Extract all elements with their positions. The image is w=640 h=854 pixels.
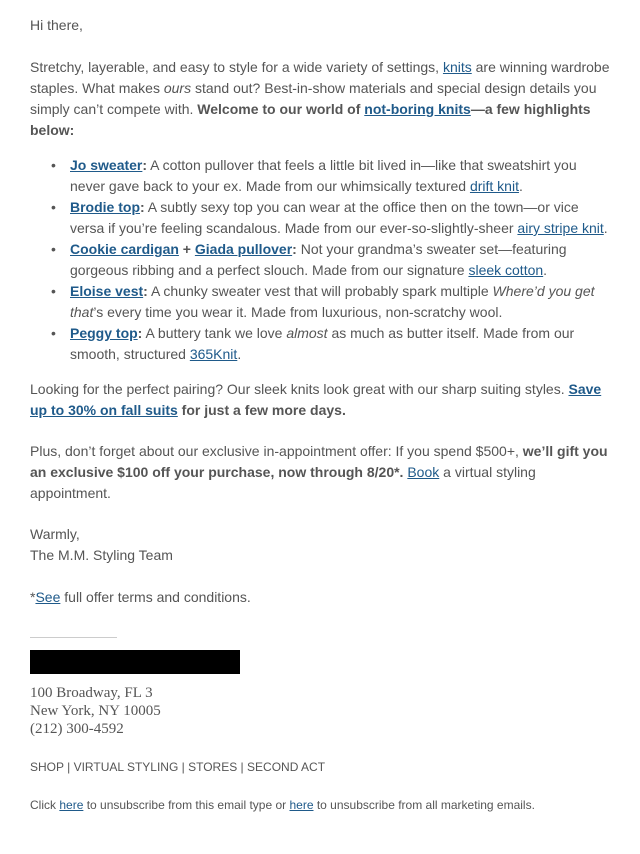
unsubscribe-type-link[interactable]: here [59,798,84,812]
eloise-vest-link[interactable]: Eloise vest [70,283,144,299]
offer-paragraph: Plus, don’t forget about our exclusive in-appointment offer: If you spend $500+, we’ll gift you an exclusive $100 off your purchase, now through 8/20*. Book a virtual styling appointment. [30,443,608,501]
greeting: Hi there, [30,17,83,33]
phone-number: (212) 300-4592 [30,721,124,737]
unsubscribe-all-link[interactable]: here [289,798,314,812]
365knit-link[interactable]: 365Knit [189,346,238,362]
signoff: Warmly, The M.M. Styling Team [30,526,173,563]
pairing-paragraph: Looking for the perfect pairing? Our sleek knits look great with our sharp suiting styles. Save up to 30% on fall suits for just a few more days. [30,381,602,418]
drift-knit-link[interactable]: drift knit [469,178,519,194]
footer-divider [30,637,117,638]
list-item-eloise-vest: • Eloise vest: A chunky sweater vest that will probably spark multiple Where’d you get that’s every time you wear it. Made from luxurious, non-scratchy wool. [70,281,612,323]
intro-paragraph: Stretchy, layerable, and easy to style for a wide variety of settings, knits are winning wardrobe staples. What makes ours stand out? Best-in-show materials and special design details you simply can’t compete with. Welcome to our world of not-boring knits—a few highlights below: [30,59,610,138]
brodie-top-link[interactable]: Brodie top [70,199,140,215]
list-item-jo-sweater: • Jo sweater: A cotton pullover that feels a little bit lived in—like that sweatshirt you never gave back to your ex. Made from our whimsically textured drift knit. [70,155,612,197]
book-appointment-link[interactable]: Book [407,464,440,480]
terms-note: *See full offer terms and conditions. [30,589,251,605]
footer-link-virtual-styling[interactable]: VIRTUAL STYLING [73,760,179,774]
footer-link-shop[interactable]: SHOP [30,760,64,774]
highlights-list [30,155,612,365]
see-terms-link[interactable]: See [35,589,61,605]
unsubscribe-note: Click here to unsubscribe from this email type or here to unsubscribe from all marketing emails. [30,798,535,812]
cookie-cardigan-link[interactable]: Cookie cardigan [70,241,179,257]
fall-suits-sale-link[interactable]: Save up to 30% on fall suits [30,381,602,418]
signature: The M.M. Styling Team [30,547,173,563]
not-boring-knits-link[interactable]: not-boring knits [364,101,471,117]
footer-link-second-act[interactable]: SECOND ACT [247,760,326,774]
airy-stripe-knit-link[interactable]: airy stripe knit [517,220,604,236]
footer-nav: SHOP | VIRTUAL STYLING | STORES | SECOND ACT [30,760,326,774]
list-item-brodie-top: • Brodie top: A subtly sexy top you can wear at the office then on the town—or vice versa if you’re feeling scandalous. Made from our ever-so-slightly-sheer airy stripe knit. [70,197,612,239]
footer-link-stores[interactable]: STORES [188,760,238,774]
list-item-cookie-cardigan: • Cookie cardigan + Giada pullover: Not your grandma’s sweater set—featuring gorgeous ribbing and a perfect slouch. Made from our signature sleek cotton. [70,239,612,281]
peggy-top-link[interactable]: Peggy top [70,325,138,341]
mailing-address: 100 Broadway, FL 3 New York, NY 10005 (212) 300-4592 [30,685,161,737]
sleek-cotton-link[interactable]: sleek cotton [468,262,544,278]
list-item-peggy-top: • Peggy top: A buttery tank we love almost as much as butter itself. Made from our smooth, structured 365Knit. [70,323,612,365]
jo-sweater-link[interactable]: Jo sweater [70,157,143,173]
knits-link[interactable]: knits [442,59,472,75]
brand-logo[interactable] [30,650,240,674]
giada-pullover-link[interactable]: Giada pullover [194,241,293,257]
